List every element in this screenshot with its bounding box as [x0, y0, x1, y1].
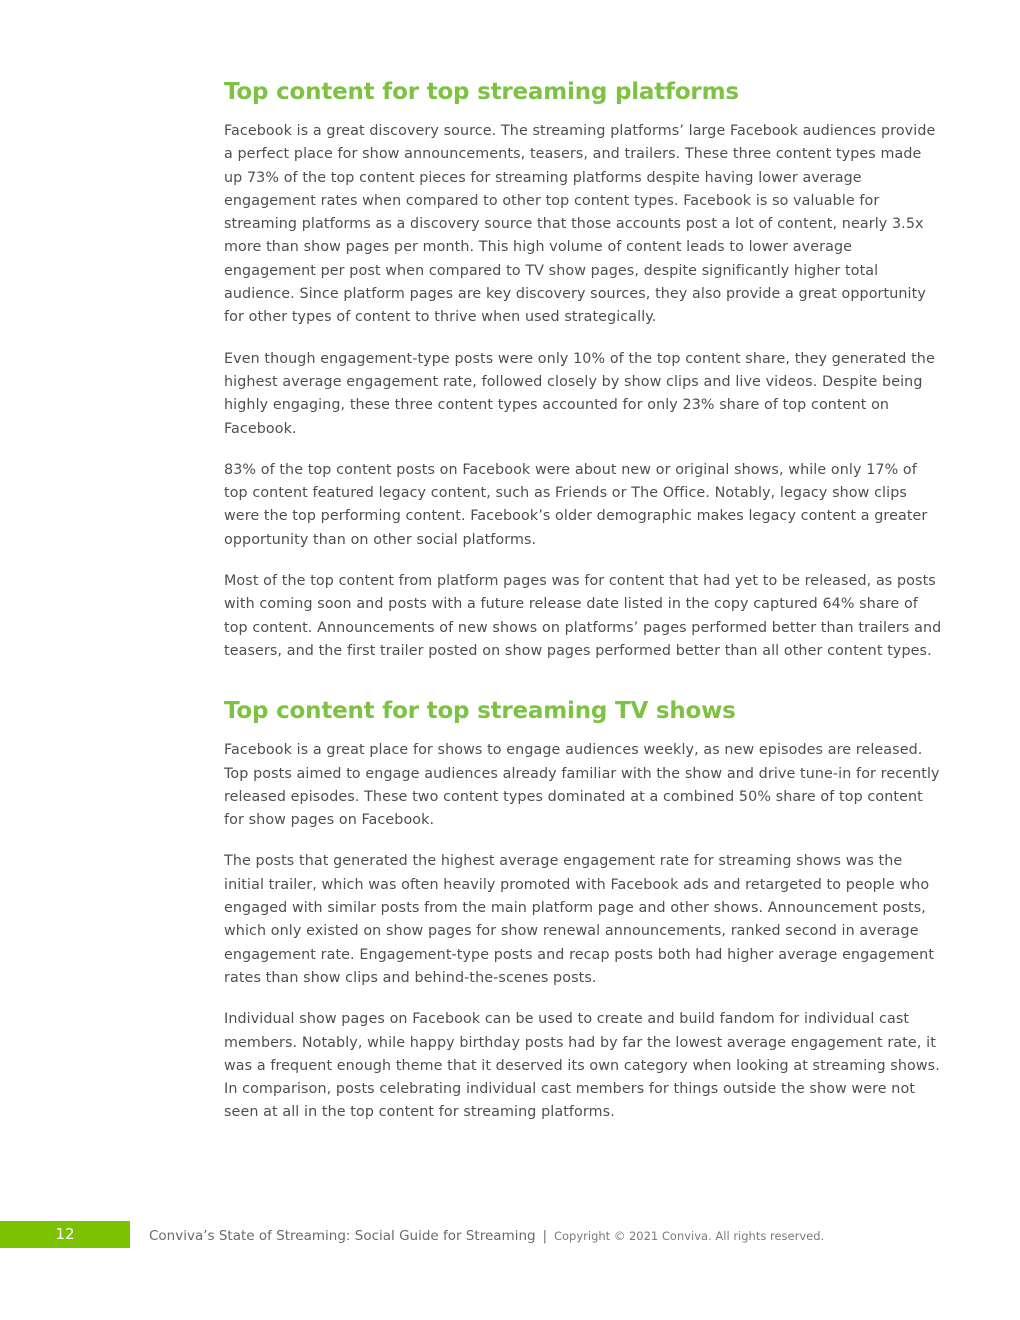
paragraph: The posts that generated the highest average engagement rate for streaming shows was the initial trailer, which was often heavily promoted with Facebook ads and retargeted to people who engaged with similar posts from the main platform page and other shows. Announcement posts, which only existed on show pages for show renewal announcements, ranked second in average engagement rate. Engagement-type posts and recap posts both had higher average engagement rates than show clips and behind-the-scenes posts. — [224, 853, 935, 986]
footer-text — [149, 1221, 824, 1248]
paragraph: 83% of the top content posts on Facebook were about new or original shows, while only 17% of top content featured legacy content, such as Friends or The Office. Notably, legacy show clips were the top performing content. Facebook’s older demographic makes legacy content a greater opportunity than on other social platforms. — [224, 461, 928, 548]
main-content — [224, 76, 944, 1143]
section-heading: Top content for top streaming platforms — [224, 79, 739, 105]
footer-title: Conviva’s State of Streaming: Social Guide for Streaming — [149, 1228, 536, 1244]
footer-separator: | — [542, 1229, 547, 1244]
paragraph: Most of the top content from platform pages was for content that had yet to be released, as posts with coming soon and posts with a future release date listed in the copy captured 64% share of top content. Announcements of new shows on platforms’ pages performed better than trailers and teasers, and the first trailer posted on show pages performed better than all other content types. — [224, 573, 942, 659]
page-number: 12 — [0, 1221, 130, 1248]
section-platforms — [224, 76, 944, 663]
paragraph: Individual show pages on Facebook can be used to create and build fandom for individual cast members. Notably, while happy birthday posts had by far the lowest average engagement rate, it was a frequent enough theme that it deserved its own category when looking at streaming shows. In comparison, posts celebrating individual cast members for things outside the show were not seen at all in the top content for streaming platforms. — [224, 1011, 940, 1121]
paragraph: Facebook is a great discovery source. The streaming platforms’ large Facebook audiences provide a perfect place for show announcements, teasers, and trailers. These three content types made up 73% of the top content pieces for streaming platforms despite having lower average engagement rates when compared to other top content types. Facebook is so valuable for streaming platforms as a discovery source that those accounts post a lot of content, nearly 3.5x more than show pages per month. This high volume of content leads to lower average engagement per post when compared to TV show pages, despite significantly higher total audience. Since platform pages are key discovery sources, they also provide a great opportunity for other types of content to thrive when used strategically. — [224, 123, 936, 326]
footer-copyright: Copyright © 2021 Conviva. All rights reserved. — [553, 1229, 825, 1243]
paragraph: Facebook is a great place for shows to engage audiences weekly, as new episodes are released. Top posts aimed to engage audiences already familiar with the show and drive tune-in for recently released episodes. These two content types dominated at a combined 50% share of top content for show pages on Facebook. — [224, 742, 940, 829]
paragraph: Even though engagement-type posts were only 10% of the top content share, they generated the highest average engagement rate, followed closely by show clips and live videos. Despite being highly engaging, these three content types accounted for only 23% share of top content on Facebook. — [224, 350, 935, 437]
section-tv-shows — [224, 695, 944, 1124]
section-heading: Top content for top streaming TV shows — [224, 698, 736, 725]
page-footer — [0, 1221, 1020, 1248]
